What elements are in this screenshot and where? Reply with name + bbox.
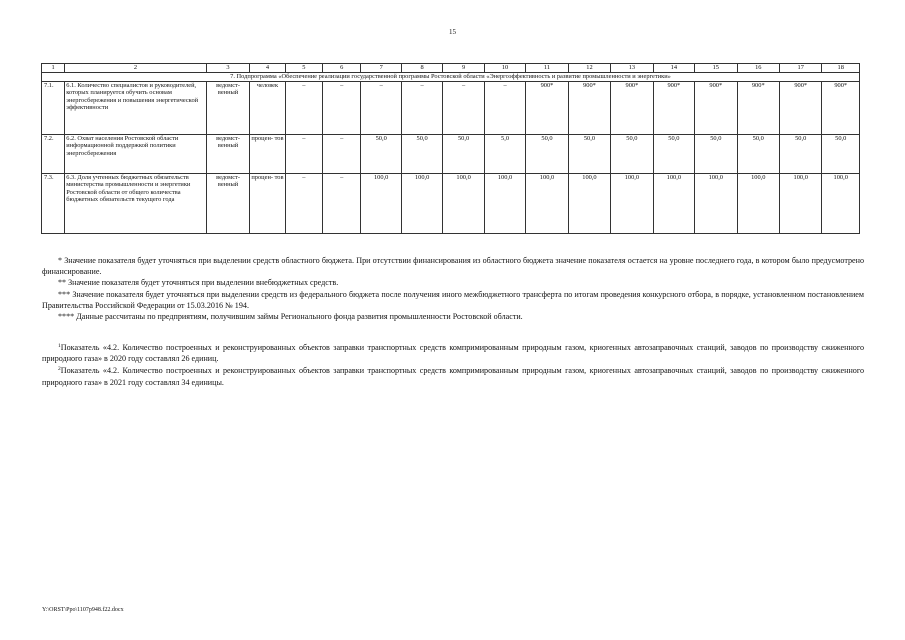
footnote-text: Показатель «4.2. Количество построенных и реконструированных объектов заправки транспортных средств компримированным природным газом, криогенных автозаправочных станций, заводов по производству сжиженного природного газа» в 2021 году составлял 34 единицы. [42,366,864,387]
indicator-value: – [285,174,322,234]
column-number: 17 [779,64,821,73]
footnote-mark: 2 [58,366,61,373]
indicator-value: 100,0 [568,174,610,234]
indicator-row [42,82,860,135]
note-1: * Значение показателя будет уточняться при выделении средств областного бюджета. При отсутствии финансирования из областного бюджета значение показателя остается на уровне последнего года, в котором было предусмотрено финансирование. [42,256,864,277]
indicator-value: 100,0 [361,174,401,234]
indicator-value: 50,0 [611,135,653,174]
column-number: 11 [526,64,568,73]
column-number: 5 [285,64,322,73]
column-number: 2 [65,64,207,73]
note-4: **** Данные рассчитаны по предприятиям, получившим займы Регионального фонда развития промышленности Ростовской области. [58,312,523,322]
indicator-value: 100,0 [653,174,694,234]
footnote-1 [42,341,864,364]
indicator-value: 50,0 [526,135,568,174]
indicator-value: 50,0 [443,135,484,174]
row-number: 7.2. [42,135,65,174]
indicator-value: 50,0 [822,135,860,174]
footnote-text: Показатель «4.2. Количество построенных и реконструированных объектов заправки транспортных средств компримированным природным газом, криогенных автозаправочных станций, заводов по производству сжиженного природного газа» в 2020 году составлял 26 единиц. [42,343,864,364]
indicator-value: 100,0 [695,174,737,234]
column-number: 18 [822,64,860,73]
column-number: 7 [361,64,401,73]
indicator-value: 50,0 [737,135,779,174]
indicator-value: 50,0 [568,135,610,174]
indicator-value: 100,0 [484,174,525,234]
column-number: 13 [611,64,653,73]
indicator-value: 900* [822,82,860,135]
footnote-2 [42,364,864,387]
column-number: 3 [206,64,249,73]
indicator-value: – [323,135,361,174]
page-number: 15 [449,28,456,36]
indicator-value: – [401,82,442,135]
indicator-value: 50,0 [779,135,821,174]
indicator-value: 100,0 [737,174,779,234]
indicator-value: – [443,82,484,135]
indicator-value: 100,0 [822,174,860,234]
column-number: 10 [484,64,525,73]
indicator-value: – [285,82,322,135]
indicator-value: 100,0 [611,174,653,234]
footnotes-block [42,341,864,388]
indicator-value: 50,0 [361,135,401,174]
unit-of-measure: процен- тов [250,135,285,174]
indicator-value: – [484,82,525,135]
indicator-type: ведомст- венный [206,135,249,174]
row-number: 7.3. [42,174,65,234]
indicator-value: – [323,174,361,234]
indicator-type: ведомст- венный [206,82,249,135]
indicator-value: 900* [695,82,737,135]
column-number: 4 [250,64,285,73]
indicator-value: 900* [611,82,653,135]
indicator-value: 900* [568,82,610,135]
unit-of-measure: человек [250,82,285,135]
column-number: 15 [695,64,737,73]
column-number: 12 [568,64,610,73]
indicator-value: 50,0 [695,135,737,174]
indicator-value: 900* [653,82,694,135]
row-number: 7.1. [42,82,65,135]
indicator-value: – [285,135,322,174]
column-number: 16 [737,64,779,73]
indicators-table [41,63,860,234]
column-number: 6 [323,64,361,73]
indicator-value: – [361,82,401,135]
indicator-type: ведомст- венный [206,174,249,234]
column-number: 1 [42,64,65,73]
indicator-value: 900* [737,82,779,135]
indicator-name: 6.2. Охват населения Ростовской области информационной поддержкой политики энергосбережения [65,135,207,174]
indicator-value: 5,0 [484,135,525,174]
subprogram-row [42,73,860,82]
footnote-mark: 1 [58,343,61,349]
indicator-value: 900* [779,82,821,135]
indicator-name: 6.1. Количество специалистов и руководителей, которых планируется обучить основам энергосбережения и повышения энергетической эффективности [65,82,207,135]
file-path: Y:\ORST\Ppo\1107p948.f22.docx [42,607,124,613]
indicator-value: 50,0 [653,135,694,174]
indicator-row [42,135,860,174]
indicator-value: 900* [526,82,568,135]
indicator-value: 100,0 [526,174,568,234]
indicator-value: 100,0 [443,174,484,234]
indicator-value: 50,0 [401,135,442,174]
column-number-row [42,64,860,73]
subprogram-title: 7. Подпрограмма «Обеспечение реализации государственной программы Ростовской области «Энергоэффективность и развитие промышленности и энергетики» [42,73,860,82]
indicator-value: 100,0 [401,174,442,234]
column-number: 14 [653,64,694,73]
column-number: 8 [401,64,442,73]
notes-block [42,255,864,322]
note-3: *** Значение показателя будет уточняться при выделении средств из федерального бюджета после получения иного межбюджетного трансферта по итогам проведения конкурсного отбора, в порядке, установленном постановлением Правительства Российской Федерации от 15.03.2016 № 194. [42,289,864,310]
note-2: ** Значение показателя будет уточняться при выделении внебюджетных средств. [58,278,339,288]
unit-of-measure: процен- тов [250,174,285,234]
indicator-value: – [323,82,361,135]
indicator-value: 100,0 [779,174,821,234]
indicator-row [42,174,860,234]
column-number: 9 [443,64,484,73]
indicator-name: 6.3. Доля учтенных бюджетных обязательств министерства промышленности и энергетики Ростовской области от общего количества бюджетных обязательств текущего года [65,174,207,234]
